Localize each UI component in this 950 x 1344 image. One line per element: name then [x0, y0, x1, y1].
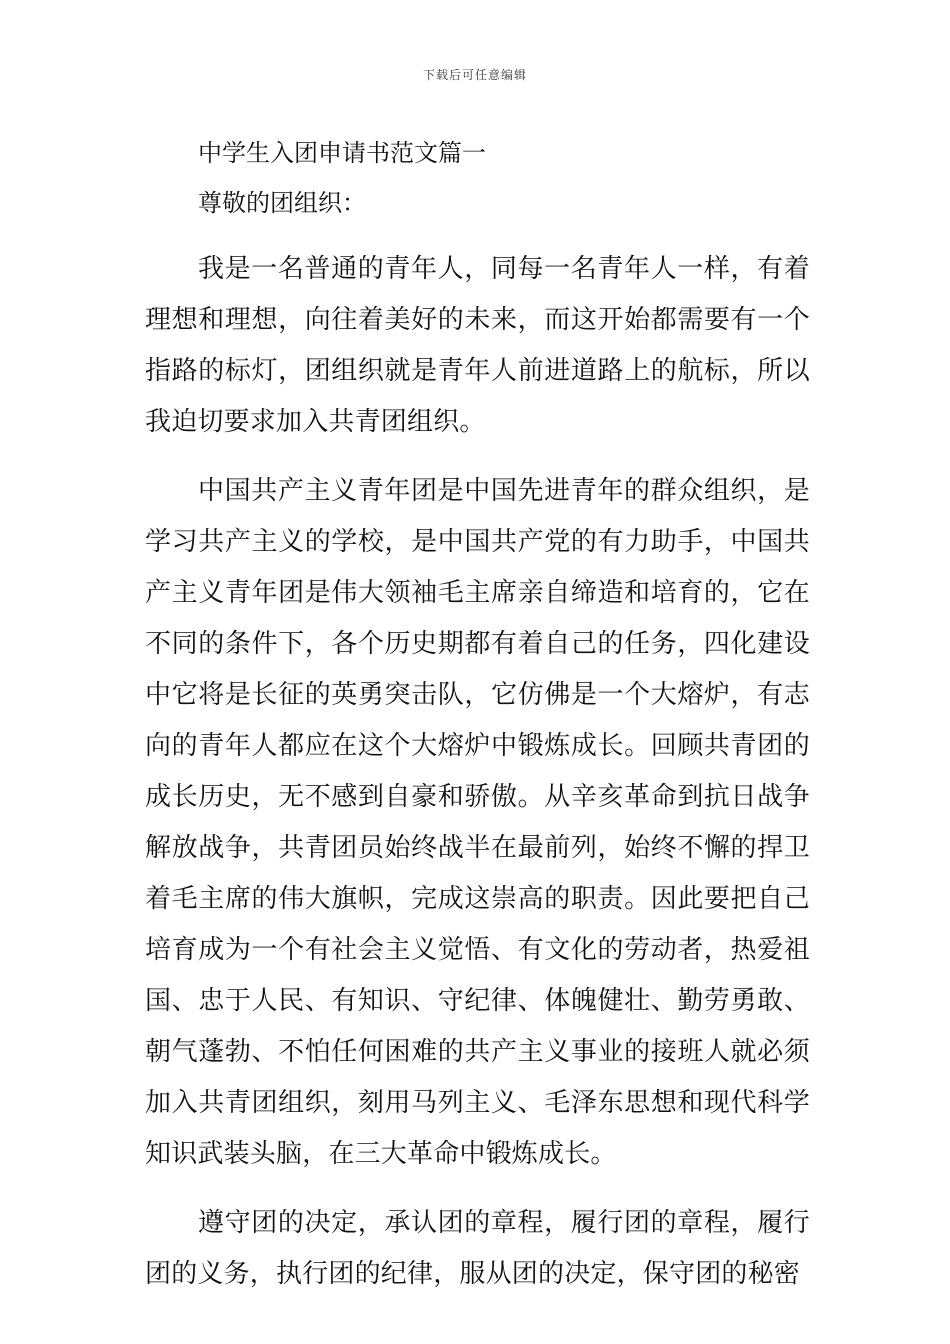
body-paragraph-2: 中国共产主义青年团是中国先进青年的群众组织，是学习共产主义的学校，是中国共产党的有力助手，中国共产主义青年团是伟大领袖毛主席亲自缔造和培育的，它在不同的条件下，各个历史期都有着自己的任务，四化建设中它将是长征的英勇突击队，它仿佛是一个大熔炉，有志向的青年人都应在这个大熔炉中锻炼成长。回顾共青团的成长历史，无不感到自豪和骄傲。从辛亥革命到抗日战争解放战争，共青团员始终战半在最前列，始终不懈的捍卫着毛主席的伟大旗帜，完成这崇高的职责。因此要把自己培育成为一个有社会主义觉悟、有文化的劳动者，热爱祖国、忠于人民、有知识、守纪律、体魄健壮、勤劳勇敢、朝气蓬勃、不怕任何困难的共产主义事业的接班人就必须加入共青团组织，刻用马列主义、毛泽东思想和现代科学知识武装头脑，在三大革命中锻炼成长。 — [145, 476, 810, 1169]
body-paragraph-1: 我是一名普通的青年人，同每一名青年人一样，有着理想和理想，向往着美好的未来，而这开始都需要有一个指路的标灯，团组织就是青年人前进道路上的航标，所以我迫切要求加入共青团组织。 — [145, 254, 810, 437]
salutation: 尊敬的团组织： — [198, 189, 366, 217]
document-content — [145, 128, 810, 1318]
body-paragraph-3: 遵守团的决定，承认团的章程，履行团的章程，履行团的义务，执行团的纪律，服从团的决定，保守团的秘密 — [145, 1208, 810, 1289]
document-title: 中学生入团申请书范文篇一 — [198, 139, 486, 167]
download-note: 下载后可任意编辑 — [422, 68, 527, 82]
